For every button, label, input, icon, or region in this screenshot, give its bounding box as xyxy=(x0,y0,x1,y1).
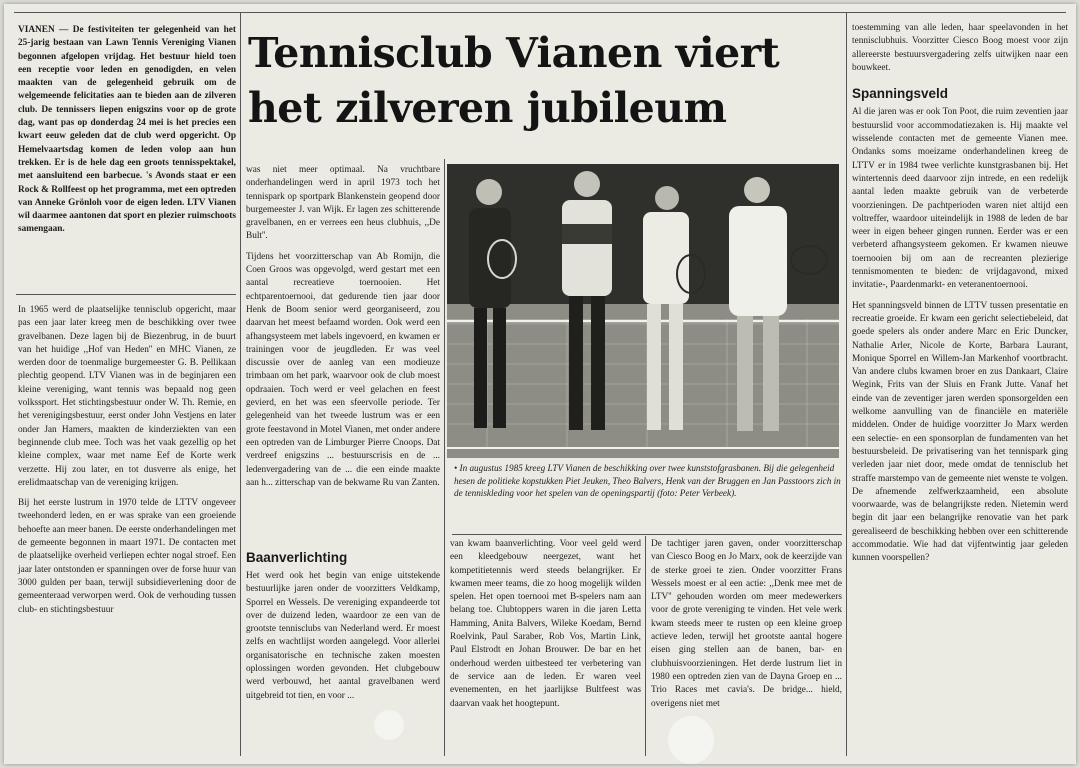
column-2-continued: Het werd ook het begin van enige uitstekende bestuurlijke jaren onder de voorzitters Veldkamp, Sporrel en Wessels. De vereniging expandeerde tot over de duizend leden, waardoor ze een van de grootste tennisclubs van Nederland werd. Er moest zelfs en wachtlijst worden aangelegd. Voor allerlei organisatorische en technische zaken moesten oplossingen worden gevonden. Het clubgebouw werd verbouwd, het aantal gravelbanen werd uitgebreid tot tien, en voor ... xyxy=(246,571,440,701)
column-5 xyxy=(852,22,1068,566)
headline-line-1: Tennisclub Vianen viert xyxy=(248,29,780,77)
col5-paragraph: Al die jaren was er ook Ton Poot, die ruim zeventien jaar bestuurslid voor accommodatiezaken is. Hij maakte vel wisselende contacten met de gemeente Vianen mee. Ondanks soms moeizame onderhandelinen kreeg de LTTV er in 1984 twee verlichte kunstgrasbanen bij. Het wintertennis deed daarvoor zijn intrede, en een redelijk aantal leden maakte gebruik van de verbeterde voorzieningen. De pachtperioden waren niet altijd een voltreffer, waardoor uiteindelijk in 1988 de leden de bar weer in eigen beheer gingen runnen. Eerder was er een verbeterd afhangsysteem gekomen. Er kwamen nieuwe toernooien bij om aan de recreanten plezierige tennismomenten te bieden: de vrijdagavond, mixed invitatie-, Paardenmarkt- en veteranentoernooi. xyxy=(852,107,1068,291)
intro-paragraph: VIANEN — De festiviteiten ter gelegenheid van het 25-jarig bestaan van Lawn Tennis Vereniging Vianen begonnen afgelopen vrijdag. Het bestuur hield toen een receptie voor leden en genodigden, en velen maakten van de gelegenheid gebruik om de welgemeende felicitaties aan te bieden aan de zilveren club. De tennissers liepen enigszins voor op de grote dag, want pas op donderdag 24 mei is het precies een kwart eeuw geleden dat de club werd opgericht. Op Hemelvaartsdag komen de leden volop aan hun trekken. Er is de hele dag een groots tennisspektakel, met aansluitend een barbecue. 's Avonds staat er een Rock & Rollfeest op het programma, met een optreden van Anneke Grönloh voor de eigen leden. LTV Vianen wil daarmee aantonen dat sport en plezier ruimschoots samengaan. xyxy=(18,25,236,235)
col2-paragraph: was niet meer optimaal. Na vruchtbare onderhandelingen werd in april 1973 toch het tennispark op sportpark Blankenstein geopend door burgemeester J. van Wijk. Er lagen zes schitterende gravelbanen, en er verrees een heus clubhuis, ,,De Bult''. xyxy=(246,165,440,242)
column-2 xyxy=(246,164,440,490)
column-1 xyxy=(18,304,236,617)
column-rule xyxy=(240,12,241,756)
caption-rule xyxy=(452,534,842,535)
paper-tear xyxy=(668,716,714,764)
column-rule xyxy=(444,159,445,756)
headline xyxy=(248,26,848,136)
column-4: De tachtiger jaren gaven, onder voorzitterschap van Ciesco Boog en Jo Marx, ook de keerzijde van de sterke groei te zien. Onder voorzitter Frans Wessels moest er al een actie: ,,Denk mee met de LTV'' gehouden worden om meer medewerkers voor de grote vereniging te vinden. Het vele werk kwam steeds meer te rusten op een kleine groep actieve leden, terwijl het grootste aantal hogere eisen ging stellen aan de banen, bar- en clubhuisvoorzieningen. Het derde lustrum liet in 1980 een optreden zien van de Dayna Groep en ... Trio Races met cavia's. De bridge... hield, overigens niet met xyxy=(651,539,842,709)
subhead-baanverlichting: Baanverlichting xyxy=(246,550,348,565)
column-3: van kwam baanverlichting. Voor veel geld werd een kleedgebouw neergezet, want het kompetitietennis werd steeds belangrijker. Er kwamen meer teams, die zo hoog mogelijk wilden spelen. Het open toernooi met B-spelers nam aan belang toe. Clubtoppers waren in die jaren Letta Hamming, Anita Balvers, Wileke Koedam, Bernd Roelvink, Paul Saraber, Rob Vos, Martin Link, Paul Elstrodt en Johan Brouwer. De bar en het onderhoud werden uitbesteed ter verbetering van de service aan de leden. Er waren veel evenementen, en het jaarlijkse Bultfeest was daarvan vaak het hoogtepunt. xyxy=(450,539,641,709)
headline-line-2: het zilveren jubileum xyxy=(248,84,727,132)
subhead-spanningsveld: Spanningsveld xyxy=(852,86,949,102)
col5-paragraph: toestemming van alle leden, haar speelavonden in het tennisclubhuis. Voorzitter Ciesco Boog moest voor zijn allereerste bestuursvergadering zelfs uitwijken naar een bouwkeet. xyxy=(852,23,1068,73)
intro-rule xyxy=(16,294,236,295)
paper-tear xyxy=(374,710,404,740)
col1-paragraph: In 1965 werd de plaatselijke tennisclub opgericht, maar pas een jaar later kreeg men de beschikking over twee gravelbanen. Deze lagen bij de Biezenbrug, in de buurt van het huidige ,,Hof van Heden'' en MHC Vianen, ze werden door de toenmalige burgemeester G. B. Pellikaan plechtig geopend. LTV Vianen was in de beginjaren een kleine vereniging, want tennis was bepaald nog geen volkssport. Het stichtingsbestuur onder W. Th. Remie, en het verenigingsbestuur, eerst onder John Vestjens en later onder Jan Hamers, maakten de kinderziekten van een beginnende club mee. Toch was het vaak gezellig op het kleine complex, waar met name Eef de Korte werk verzette. Hij zou later, en tot dusverre als enige, het erelidmaatschap van de vereniging krijgen. xyxy=(18,305,236,488)
photo-caption: • In augustus 1985 kreeg LTV Vianen de beschikking over twee kunststofgrasbanen. Bij die gelegenheid hesen de politieke kopstukken Piet Jeuken, Theo Balvers, Henk van der Bruggen en Jan Passtoors zich in de tenniskleding voor het spelen van de openingspartij (foto: Peter Verbeek). xyxy=(454,463,841,498)
top-rule xyxy=(14,12,1066,13)
column-rule xyxy=(645,536,646,756)
photo-illustration xyxy=(447,164,839,458)
article-photo xyxy=(447,164,839,458)
col5-paragraph: Het spanningsveld binnen de LTTV tussen presentatie en recreatie groeide. Er kwam een gericht selectiebeleid, dat goede spelers als onder andere Marc en Eric Duncker, Nathalie Arler, Nicole de Korte, Barbara Laurant, Monique Sporrel en Willem-Jan Markenhof voortbracht. Van andere clubs kwamen broer en zus Dankaart, Claire Wegink, Frits van der Sluis en Frank Jutte. Vanaf het einde van de zeventiger jaren werden sponsorgelden een welkome aanvulling van de financiële en materiële middelen. Onder de huidige voorzitter Jo Marx werden een selectie- en een sponsorplan de fundamenten van het bestuursbeleid. De privatisering van het tennispark ging verleden jaar niet door, mede omdat de tennisclub het straffe marstempo van de gemeente niet wenste te volgen. De afnemende zelfwerkzaamheid, een absolute voorwaarde, was de belangrijkste reden. Nietemin werd begin dit jaar een belangrijke renovatie van het park gerealiseerd de beschikking hebben over een schitterende accommodatie. Wie had dat vijfentwintig jaar geleden kunnen voorspellen? xyxy=(852,300,1068,564)
newspaper-clipping xyxy=(4,4,1076,764)
col2-paragraph: Tijdens het voorzitterschap van Ab Romijn, die Coen Groos was opgevolgd, werd gestart met een aantal recreatieve toernooien. Het echtparentoernooi, dat gedurende tien jaar door Henk de Boom senior werd georganiseerd, zou daarvan het meest befaamd worden. Ook werd een afhangsysteem met labels ingevoerd, en kwamen er trainingen voor de jeugdleden. Er was veel discussie over de aanleg van een modieuze trimbaan om het park, waarvoor ook de club moest opdraaien. Toch werd er veel gelachen en feest gevierd, en het was een sfeervolle periode. Ter gelegenheid van het tweede lustrum was er een grote feestavond in Motel Vianen, met onder andere een optreden van de Limburger Pierre Cnoops. Dat verdreef enigszins ... bestuurscrisis en de ... ledenvergadering van de ... die een einde maakte aan h... zitterschap van de bekwame Ru van Zanten. xyxy=(246,251,440,488)
col1-paragraph: Bij het eerste lustrum in 1970 telde de LTTV ongeveer tweehonderd leden, en er was sprake van een groeiende behoefte aan meer banen. De eerste onderhandelingen met de gemeente begonnen in maart 1971. De contacten met de plaatselijke overheid verliepen echter nogal stroef. Een jaar later ontstonden er spanningen over de forse huur van 3000 gulden per baan, terwijl subsidieverlening door de gemeenteraad verworpen werd. Ook de verhouding tussen club- en stichtingsbestuur xyxy=(18,498,236,615)
